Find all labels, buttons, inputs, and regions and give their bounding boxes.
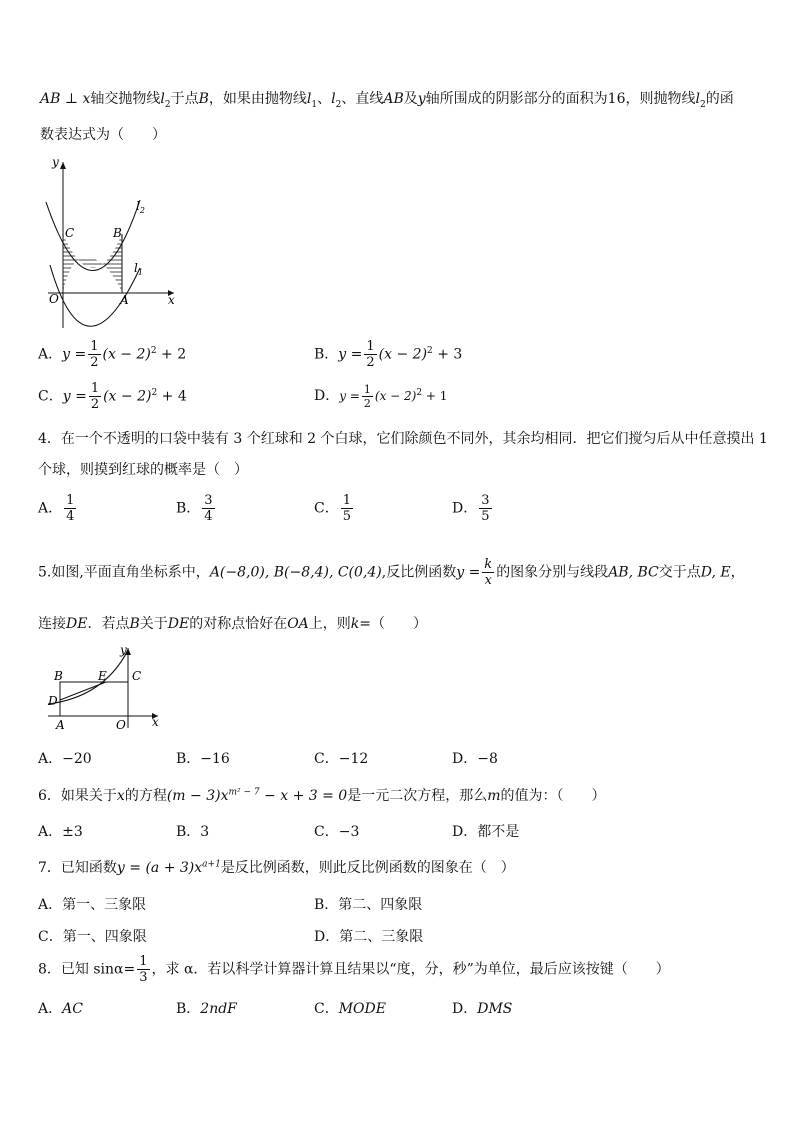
- q5-option-c[interactable]: C．−12: [314, 751, 369, 767]
- q5-label-c: C: [132, 669, 142, 683]
- q5-option-a[interactable]: A．−20: [38, 751, 92, 767]
- q5-option-d[interactable]: D．−8: [452, 751, 498, 767]
- q3-l2: l: [160, 91, 165, 107]
- q5-figure: [40, 640, 170, 732]
- q3-l2-sub: 2: [699, 99, 706, 110]
- q5-option-b[interactable]: B．−16: [176, 751, 230, 767]
- q6-option-b[interactable]: B．3: [176, 824, 210, 840]
- q3-l2-sub: 2: [164, 99, 171, 110]
- q7-option-a[interactable]: A．第一、三象限: [38, 897, 147, 913]
- q3-option-d[interactable]: D．y = $\frac{1}{2}$ $(x - 2)^2 + 1$: [314, 383, 448, 410]
- q3-l1-sub: 1: [311, 99, 318, 110]
- q3-text: 、: [317, 91, 332, 107]
- q3-point-b: B: [198, 91, 209, 107]
- q3-l1: l: [306, 91, 312, 107]
- q3-label-l1: $l_1$: [134, 261, 143, 277]
- q3-text: 的函: [705, 91, 734, 107]
- q7-option-d[interactable]: D．第二、三象限: [314, 929, 424, 945]
- q5-stem-line1: 5.如图,平面直角坐标系中，A(−8,0), B(−8,4), C(0,4),反比例函数y = $\frac{k}{x}$ 的图象分别与线段AB, BC交于点D, E，: [38, 557, 745, 588]
- q3-shaded-region-fill: [63, 234, 122, 292]
- q3-option-a[interactable]: A．y = $\frac{1}{2}$ $(x - 2)^2 + 2$: [38, 339, 187, 370]
- q3-text: 轴所围成的阴影部分的面积为: [425, 91, 608, 107]
- q7-option-c[interactable]: C．第一、四象限: [38, 929, 147, 945]
- q3-option-c[interactable]: C．y = $\frac{1}{2}$ $(x - 2)^2 + 4$: [38, 381, 187, 412]
- q3-label-a: A: [120, 293, 129, 307]
- q8-option-d[interactable]: D．DMS: [452, 1001, 513, 1017]
- q5-label-e: E: [98, 669, 107, 683]
- q4-stem-line2: 个球，则摸到红球的概率是（ ）: [38, 462, 248, 478]
- q7-option-b[interactable]: B．第二、四象限: [314, 897, 423, 913]
- q3-option-b[interactable]: B．y = $\frac{1}{2}$ $(x - 2)^2 + 3$: [314, 339, 463, 370]
- q3-y-arrow: [60, 162, 66, 169]
- q3-area: 16: [607, 91, 626, 107]
- q3-label-y: y: [52, 155, 59, 169]
- q3-label-l2: $l_2$: [136, 199, 145, 215]
- q3-label-c: C: [65, 226, 75, 240]
- q4-option-d[interactable]: D． $\frac{3}{5}$: [452, 493, 490, 524]
- q3-label-b: B: [113, 226, 122, 240]
- q3-label-o: O: [49, 292, 59, 306]
- q4-option-a[interactable]: A． $\frac{1}{4}$: [38, 493, 75, 524]
- q8-option-a[interactable]: A．AC: [38, 1001, 83, 1017]
- q3-y: y: [417, 91, 426, 107]
- q4-stem-line1: 4．在一个不透明的口袋中装有 3 个红球和 2 个白球，它们除颜色不同外，其余均相同．把它们搅匀后从中任意摸出 1: [38, 431, 768, 447]
- q5-stem-line2: 连接DE．若点B关于DE的对称点恰好在OA上，则k=（ ）: [38, 616, 428, 632]
- q3-stem-line2: 数表达式为（ ）: [40, 127, 166, 143]
- q4-option-c[interactable]: C． $\frac{1}{5}$: [314, 493, 351, 524]
- q6-option-d[interactable]: D．都不是: [452, 824, 520, 840]
- q3-text: ，如果由抛物线: [208, 91, 307, 107]
- q3-text: 及: [403, 91, 418, 107]
- q8-stem: 8．已知 sinα= $\frac{1}{3}$ ，求 α．若以科学计算器计算且结果以“度，分，秒”为单位，最后应该按键（ ）: [38, 954, 670, 985]
- q3-ab-perp-x: AB ⊥ x: [40, 91, 91, 107]
- q4-option-b[interactable]: B． $\frac{3}{4}$: [176, 493, 213, 524]
- q6-stem: 6．如果关于x的方程$(m - 3)x^{m^2 - 7} - x + 3 = 0$是一元二次方程，那么m的值为：（ ）: [38, 787, 606, 804]
- q5-label-y: y: [120, 643, 127, 657]
- q3-figure: [36, 150, 186, 335]
- q6-option-c[interactable]: C．−3: [314, 824, 360, 840]
- q6-option-a[interactable]: A．±3: [38, 824, 83, 840]
- q3-label-x: x: [168, 293, 175, 307]
- q3-l2: l: [331, 91, 336, 107]
- q7-stem: 7．已知函数$y = (a + 3)x^{a+1}$是反比例函数，则此反比例函数的图象在（ ）: [38, 859, 515, 876]
- q5-label-b: B: [54, 669, 63, 683]
- q3-text: 于点: [170, 91, 199, 107]
- q5-label-o: O: [116, 718, 126, 732]
- q8-option-c[interactable]: C．MODE: [314, 1001, 386, 1017]
- q3-l2-sub: 2: [335, 99, 342, 110]
- q3-stem-line1: [40, 88, 734, 110]
- q5-label-d: D: [48, 694, 58, 708]
- q3-text: ，则抛物线: [625, 91, 696, 107]
- q8-option-b[interactable]: B．2ndF: [176, 1001, 237, 1017]
- q3-text: 、直线: [341, 91, 384, 107]
- q5-label-a: A: [56, 718, 65, 732]
- q3-text: 轴交抛物线: [90, 91, 161, 107]
- q5-label-x: x: [152, 715, 159, 729]
- q3-ab: AB: [383, 91, 404, 107]
- q3-l2: l: [695, 91, 700, 107]
